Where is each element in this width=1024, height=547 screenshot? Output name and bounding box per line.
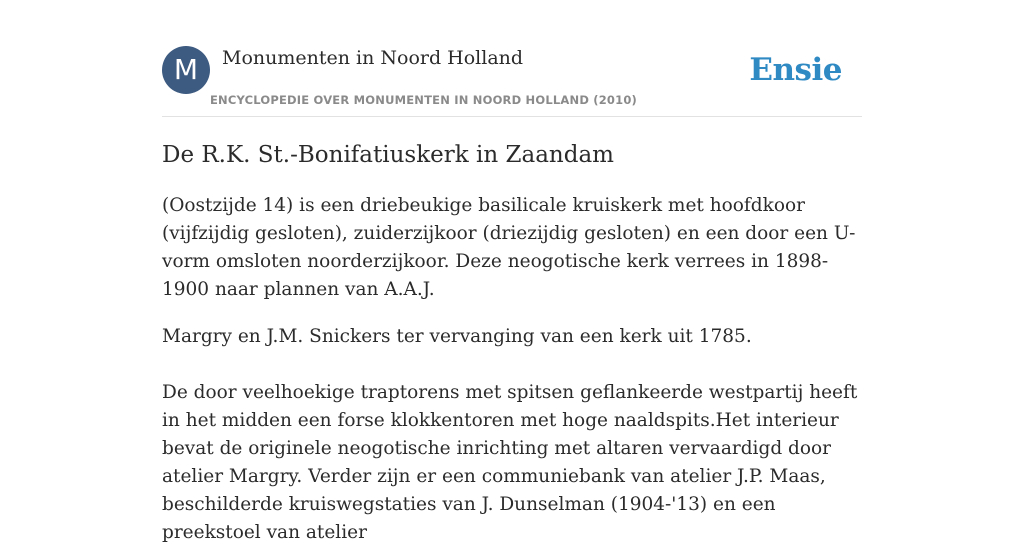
article-paragraph: De door veelhoekige traptorens met spitsen geflankeerde westpartij heeft in het midden een forse klokkentoren met hoge naaldspits.Het interieur bevat de originele neogotische inrichting met altaren vervaardigd door atelier Margry. Verder zijn er een communiebank van atelier J.P. Maas, beschilderde kruiswegstaties van J. Dunselman (1904-'13) en een preekstoel van atelier (162, 382, 858, 543)
article-title: De R.K. St.-Bonifatiuskerk in Zaandam (162, 142, 614, 168)
ensie-logo[interactable]: Ensie (749, 52, 842, 88)
article-paragraph: (Oostzijde 14) is een driebeukige basilicale kruiskerk met hoofdkoor (vijfzijdig gesloten), zuiderzijkoor (driezijdig gesloten) en een door een U-vorm omsloten noorderzijkoor. Deze neogotische kerk verrees in 1898-1900 naar plannen van A.A.J. (162, 195, 856, 300)
source-subtitle: ENCYCLOPEDIE OVER MONUMENTEN IN NOORD HOLLAND (2010) (210, 93, 637, 107)
source-header (162, 46, 862, 117)
source-avatar[interactable]: M (162, 46, 210, 94)
source-title-link[interactable]: Monumenten in Noord Holland (222, 47, 524, 69)
article-paragraph: Margry en J.M. Snickers ter vervanging van een kerk uit 1785. (162, 326, 752, 347)
